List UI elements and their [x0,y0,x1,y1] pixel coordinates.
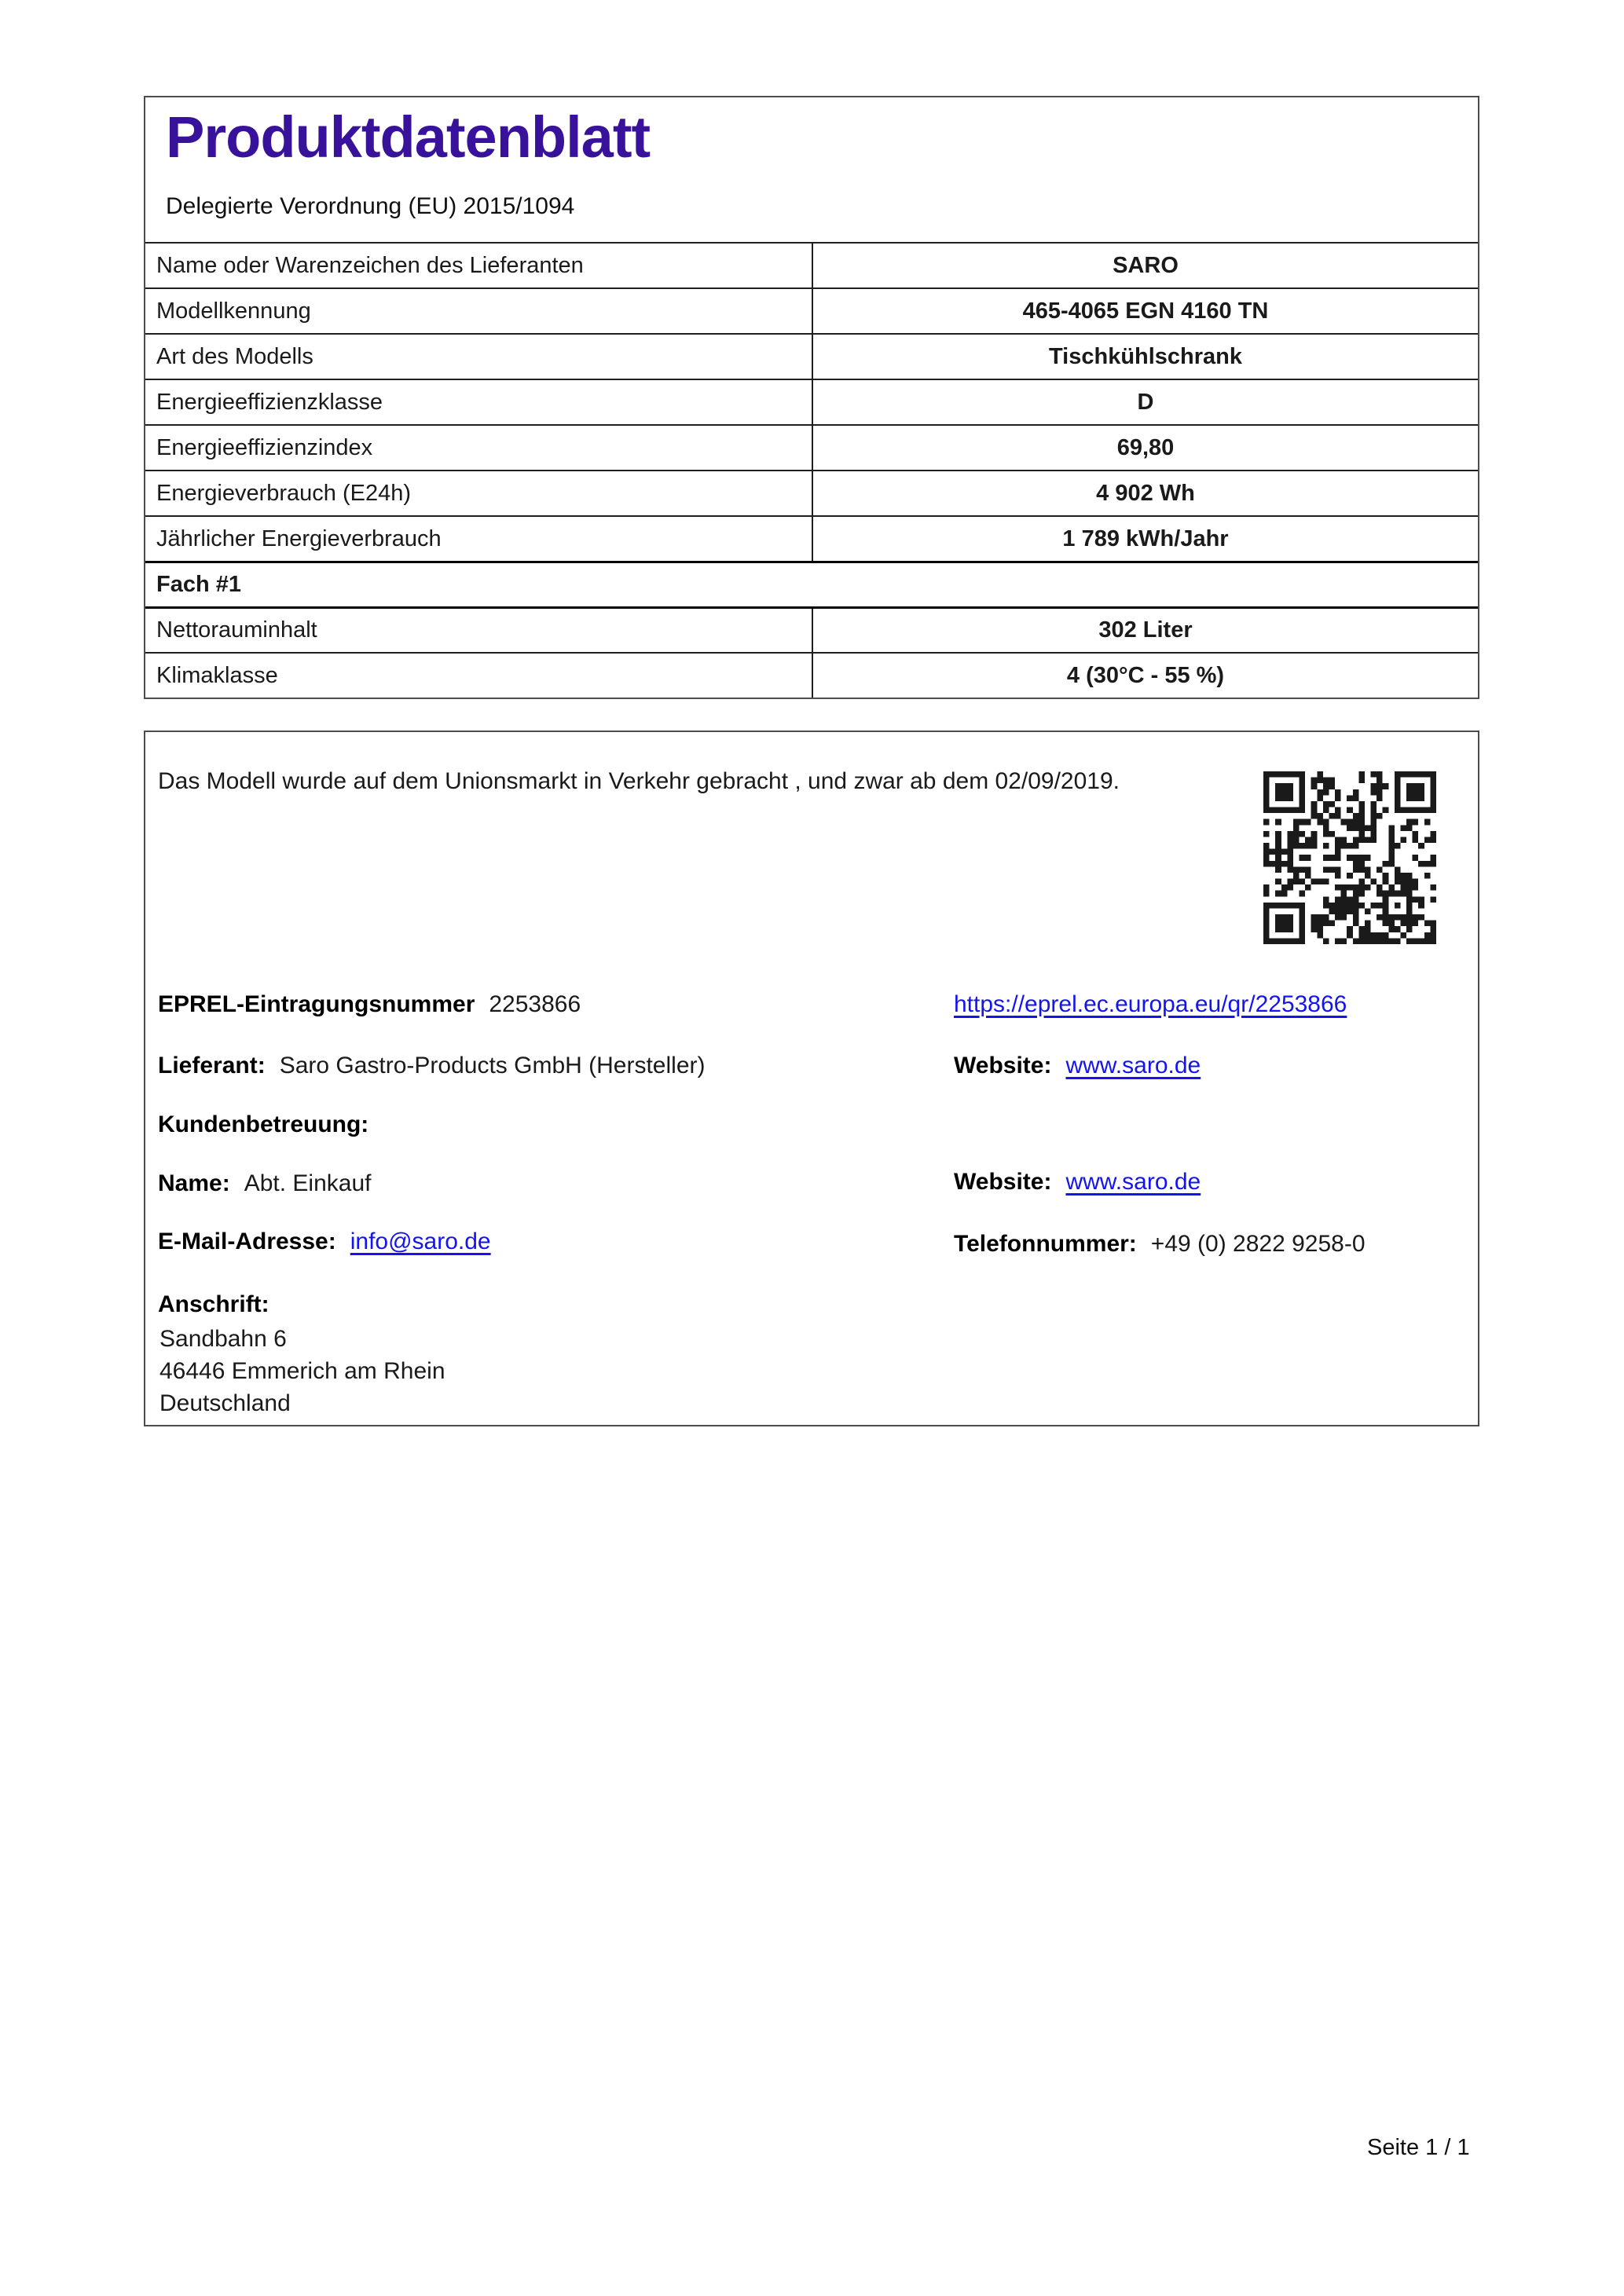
table-section-row [145,561,1478,606]
address-heading: Anschrift: [158,1291,269,1317]
row-value: 4 (30°C - 55 %) [1066,662,1225,688]
row-value: 69,80 [1116,434,1175,460]
table-row [145,242,1478,287]
supplier-label: Lieferant: [158,1053,266,1078]
eprel-link-row [954,991,1347,1018]
table-row [145,470,1478,515]
table-row [145,652,1478,698]
page-title: Produktdatenblatt [166,104,651,170]
row-value: 302 Liter [1098,617,1193,643]
website-link[interactable]: www.saro.de [1065,1053,1201,1078]
table-row [145,333,1478,379]
name-value: Abt. Einkauf [244,1170,372,1196]
table-row [145,515,1478,561]
eprel-label: EPREL-Eintragungsnummer [158,991,475,1017]
table-row [145,606,1478,652]
document-header [145,97,1478,242]
row-label: Art des Modells [145,335,813,379]
market-statement: Das Modell wurde auf dem Unionsmarkt in Verkehr gebracht , und zwar ab dem 02/09/2019. [158,768,1120,794]
address-line: Sandbahn 6 [159,1326,287,1352]
row-value: 465-4065 EGN 4160 TN [1022,298,1269,324]
address-line: Deutschland [159,1390,291,1416]
table-row [145,379,1478,424]
row-label: Klimaklasse [145,654,813,698]
table-row [145,287,1478,333]
row-value: 4 902 Wh [1096,480,1195,506]
email-link[interactable]: info@saro.de [350,1229,491,1254]
phone-value: +49 (0) 2822 9258-0 [1150,1231,1366,1257]
supplier-row [158,1053,706,1079]
table-row [145,424,1478,470]
address-line: 46446 Emmerich am Rhein [159,1358,445,1384]
eprel-link[interactable]: https://eprel.ec.europa.eu/qr/2253866 [954,991,1347,1017]
row-label: Jährlicher Energieverbrauch [145,517,813,561]
page-subtitle: Delegierte Verordnung (EU) 2015/1094 [166,193,575,219]
name-label: Name: [158,1170,230,1196]
eprel-number: 2253866 [489,991,581,1017]
phone-label: Telefonnummer: [954,1231,1137,1257]
phone-row [954,1231,1366,1258]
email-label: E-Mail-Adresse: [158,1229,336,1254]
row-label: Energieeffizienzindex [145,426,813,470]
section-label: Fach #1 [156,572,241,597]
website-row-2 [954,1169,1201,1196]
supplier-value: Saro Gastro-Products GmbH (Hersteller) [279,1053,706,1078]
page-number: Seite 1 / 1 [1367,2135,1470,2160]
website-label: Website: [954,1053,1052,1078]
address-block [159,1323,445,1419]
row-value: 1 789 kWh/Jahr [1062,525,1229,551]
email-row [158,1229,491,1255]
row-value: SARO [1113,252,1179,278]
row-value: Tischkühlschrank [1048,343,1243,369]
row-label: Energieverbrauch (E24h) [145,471,813,515]
supplier-info-box [144,731,1479,1426]
contact-name-row [158,1170,371,1197]
qr-code [1263,771,1436,944]
row-value: D [1137,389,1154,415]
website-link-2[interactable]: www.saro.de [1065,1169,1201,1195]
eprel-number-row [158,991,581,1018]
row-label: Modellkennung [145,289,813,333]
row-label: Name oder Warenzeichen des Lieferanten [145,244,813,287]
product-datasheet-box [144,96,1479,699]
website-row [954,1053,1201,1079]
customer-service-heading: Kundenbetreuung: [158,1111,369,1137]
website-label-2: Website: [954,1169,1052,1195]
row-label: Energieeffizienzklasse [145,380,813,424]
row-label: Nettorauminhalt [145,609,813,652]
